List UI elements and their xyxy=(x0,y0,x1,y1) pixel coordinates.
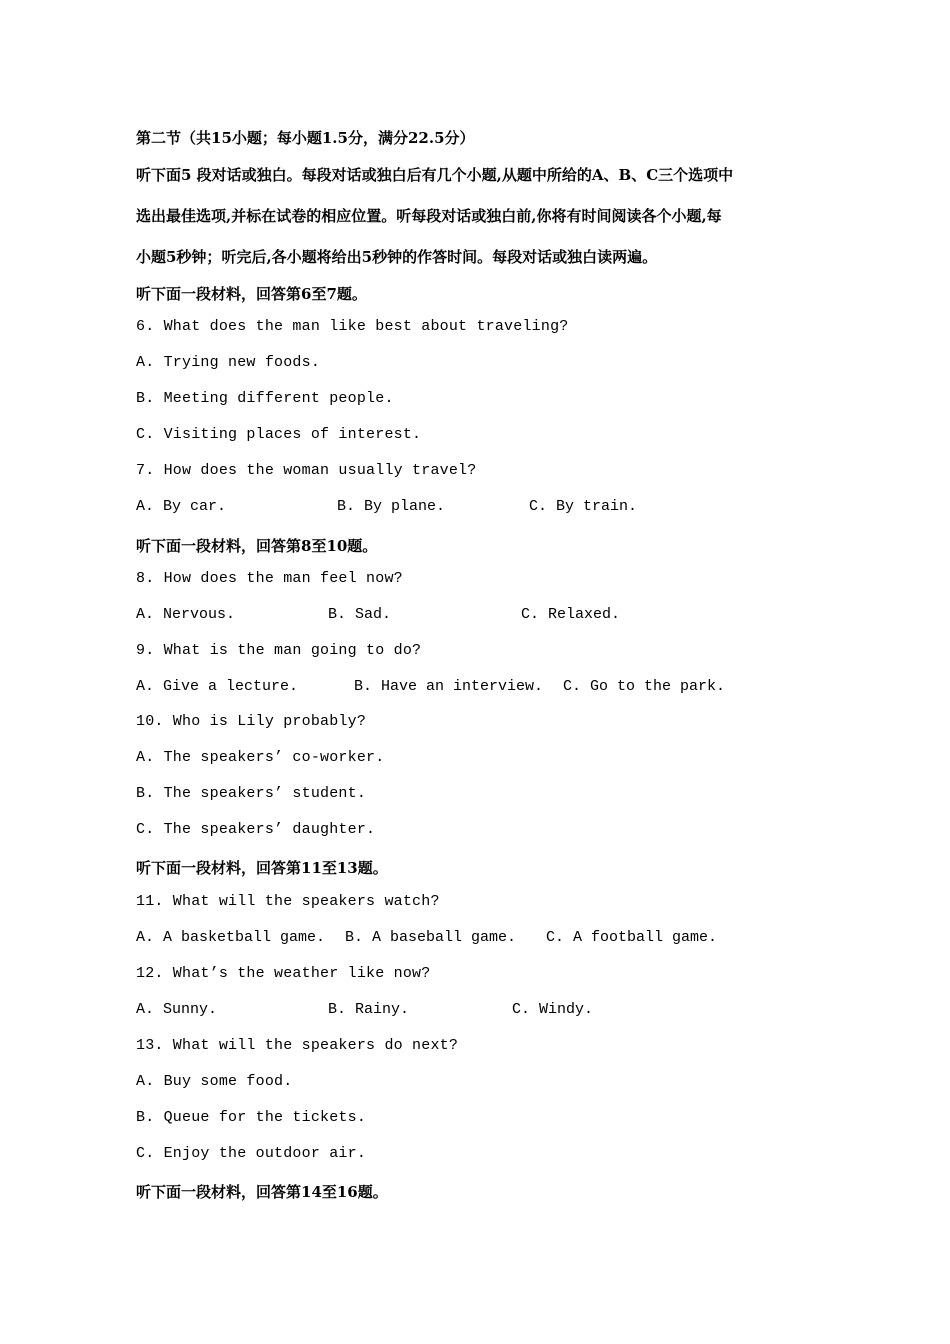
option-9c: C. Go to the park. xyxy=(563,678,726,695)
option-8b: B. Sad. xyxy=(328,606,392,623)
option-7c: C. By train. xyxy=(529,498,638,515)
instruction-line-1: 听下面5 段对话或独白。每段对话或独白后有几个小题,从题中所给的A、B、C三个选项中 xyxy=(136,166,734,184)
question-7: 7. How does the woman usually travel? xyxy=(136,462,477,479)
option-6c: C. Visiting places of interest. xyxy=(136,426,422,443)
instruction-line-2: 选出最佳选项,并标在试卷的相应位置。听每段对话或独白前,你将有时间阅读各个小题,每 xyxy=(136,207,722,225)
question-9: 9. What is the man going to do? xyxy=(136,642,422,659)
question-6: 6. What does the man like best about traveling? xyxy=(136,318,569,335)
option-11c: C. A football game. xyxy=(546,929,718,946)
question-8: 8. How does the man feel now? xyxy=(136,570,403,587)
option-12c: C. Windy. xyxy=(512,1001,594,1018)
question-12: 12. What’s the weather like now? xyxy=(136,965,431,982)
option-8a: A. Nervous. xyxy=(136,606,236,623)
option-8c: C. Relaxed. xyxy=(521,606,621,623)
group-heading: 听下面一段材料，回答第6至7题。 xyxy=(136,285,367,303)
option-9b: B. Have an interview. xyxy=(354,678,544,695)
option-6b: B. Meeting different people. xyxy=(136,390,394,407)
option-10b: B. The speakers’ student. xyxy=(136,785,367,802)
section-title: 第二节（共15小题；每小题1.5分，满分22.5分） xyxy=(136,129,475,147)
question-13: 13. What will the speakers do next? xyxy=(136,1037,459,1054)
option-6a: A. Trying new foods. xyxy=(136,354,321,371)
option-12b: B. Rainy. xyxy=(328,1001,410,1018)
group-heading: 听下面一段材料，回答第8至10题。 xyxy=(136,537,378,555)
option-11a: A. A basketball game. xyxy=(136,929,326,946)
option-11b: B. A baseball game. xyxy=(345,929,517,946)
option-10c: C. The speakers’ daughter. xyxy=(136,821,376,838)
option-9a: A. Give a lecture. xyxy=(136,678,299,695)
option-10a: A. The speakers’ co-worker. xyxy=(136,749,385,766)
instruction-line-3: 小题5秒钟；听完后,各小题将给出5秒钟的作答时间。每段对话或独白读两遍。 xyxy=(136,248,658,266)
option-12a: A. Sunny. xyxy=(136,1001,218,1018)
group-heading: 听下面一段材料，回答第14至16题。 xyxy=(136,1183,388,1201)
option-7b: B. By plane. xyxy=(337,498,446,515)
option-13a: A. Buy some food. xyxy=(136,1073,293,1090)
group-heading: 听下面一段材料，回答第11至13题。 xyxy=(136,859,388,877)
option-13b: B. Queue for the tickets. xyxy=(136,1109,367,1126)
question-10: 10. Who is Lily probably? xyxy=(136,713,367,730)
question-11: 11. What will the speakers watch? xyxy=(136,893,440,910)
option-13c: C. Enjoy the outdoor air. xyxy=(136,1145,367,1162)
option-7a: A. By car. xyxy=(136,498,227,515)
